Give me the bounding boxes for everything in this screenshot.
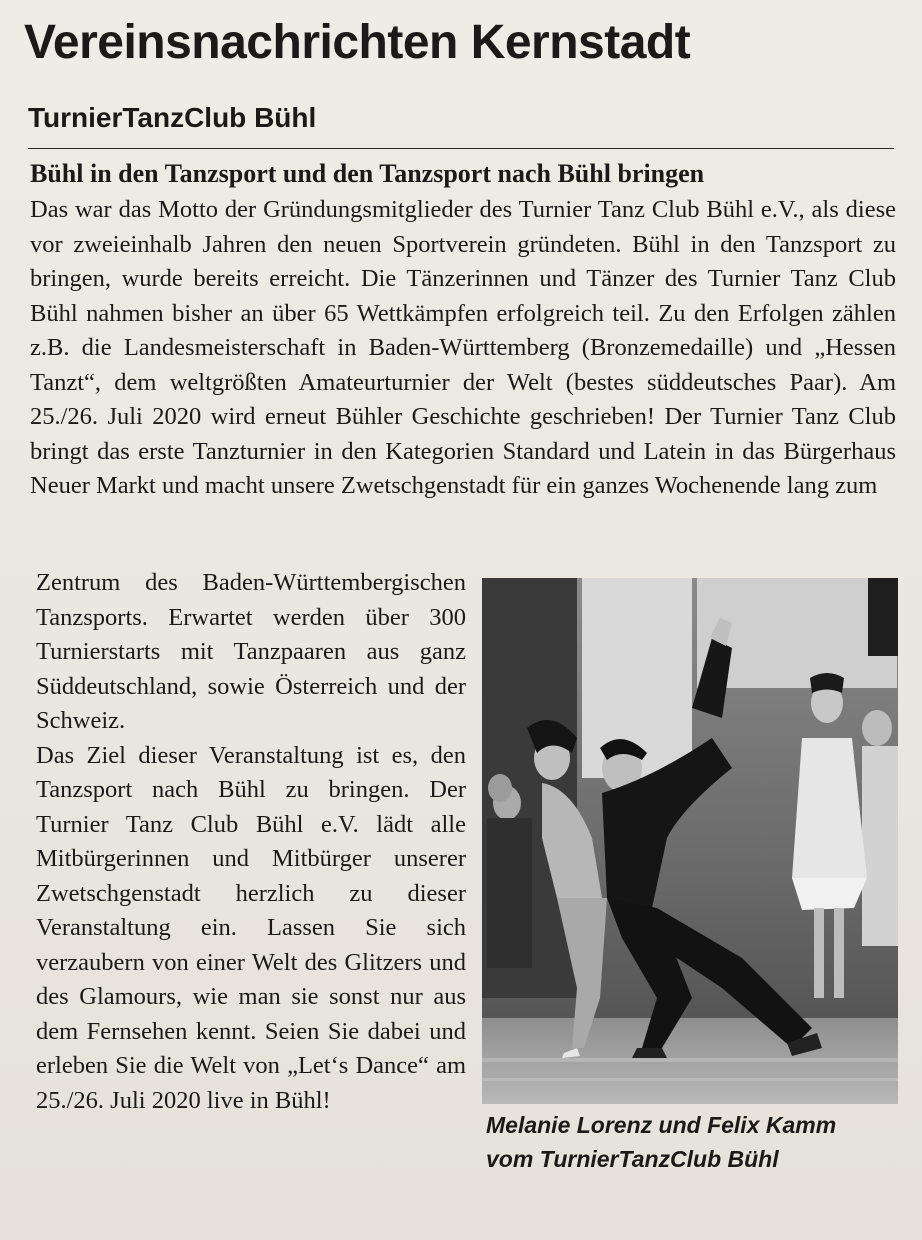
caption-line-1: Melanie Lorenz und Felix Kamm	[486, 1112, 837, 1138]
dance-couple-photo	[482, 578, 898, 1104]
caption-line-2: vom TurnierTanzClub Bühl	[486, 1146, 779, 1172]
article-body-column	[36, 566, 466, 1118]
paragraph-1: Das war das Motto der Gründungsmitglieder des Turnier Tanz Club Bühl e.V., als diese vor zweieinhalb Jahren den neuen Sportverein gründeten. Bühl in den Tanzsport zu bringen, wurde bereits erreicht. Die Tänzerinnen und Tänzer des Turnier Tanz Club Bühl nahmen bisher an über 65 Wettkämpfen erfolgreich teil. Zu den Erfolgen zählen z.B. die Landesmeisterschaft in Baden-Württemberg (Bronzemedaille) und „Hessen Tanzt“, dem weltgrößten Amateurturnier der Welt (bestes süddeutsches Paar). Am 25./26. Juli 2020 wird erneut Bühler Geschichte geschrieben! Der Turnier Tanz Club bringt das erste Tanzturnier in den Kategorien Standard und Latein in das Bürgerhaus Neuer Markt und macht unsere Zwetschgenstadt für ein ganzes Wochenende lang zum	[30, 196, 896, 499]
photo-caption	[486, 1108, 906, 1176]
header-divider	[28, 148, 894, 149]
article-headline: Bühl in den Tanzsport und den Tanzsport nach Bühl bringen	[30, 159, 705, 188]
article-body-full-width	[30, 193, 896, 504]
section-title: Vereinsnachrichten Kernstadt	[24, 16, 691, 69]
paragraph-1-continued: Zentrum des Baden-Württembergischen Tanzsports. Erwartet werden über 300 Turnierstarts mit Tanzpaaren aus ganz Süddeutschland, sowie Österreich und der Schweiz.	[36, 569, 466, 734]
organization-name: TurnierTanzClub Bühl	[28, 102, 317, 133]
paragraph-2: Das Ziel dieser Veranstaltung ist es, den Tanzsport nach Bühl zu bringen. Der Turnier Tanz Club Bühl e.V. lädt alle Mitbürgerinnen und Mitbürger unserer Zwetschgenstadt herzlich zu dieser Veranstaltung ein. Lassen Sie sich verzaubern von einer Welt des Glitzers und des Glamours, wie man sie sonst nur aus dem Fernsehen kennt. Seien Sie dabei und erleben Sie die Welt von „Let‘s Dance“ am 25./26. Juli 2020 live in Bühl!	[36, 741, 466, 1114]
